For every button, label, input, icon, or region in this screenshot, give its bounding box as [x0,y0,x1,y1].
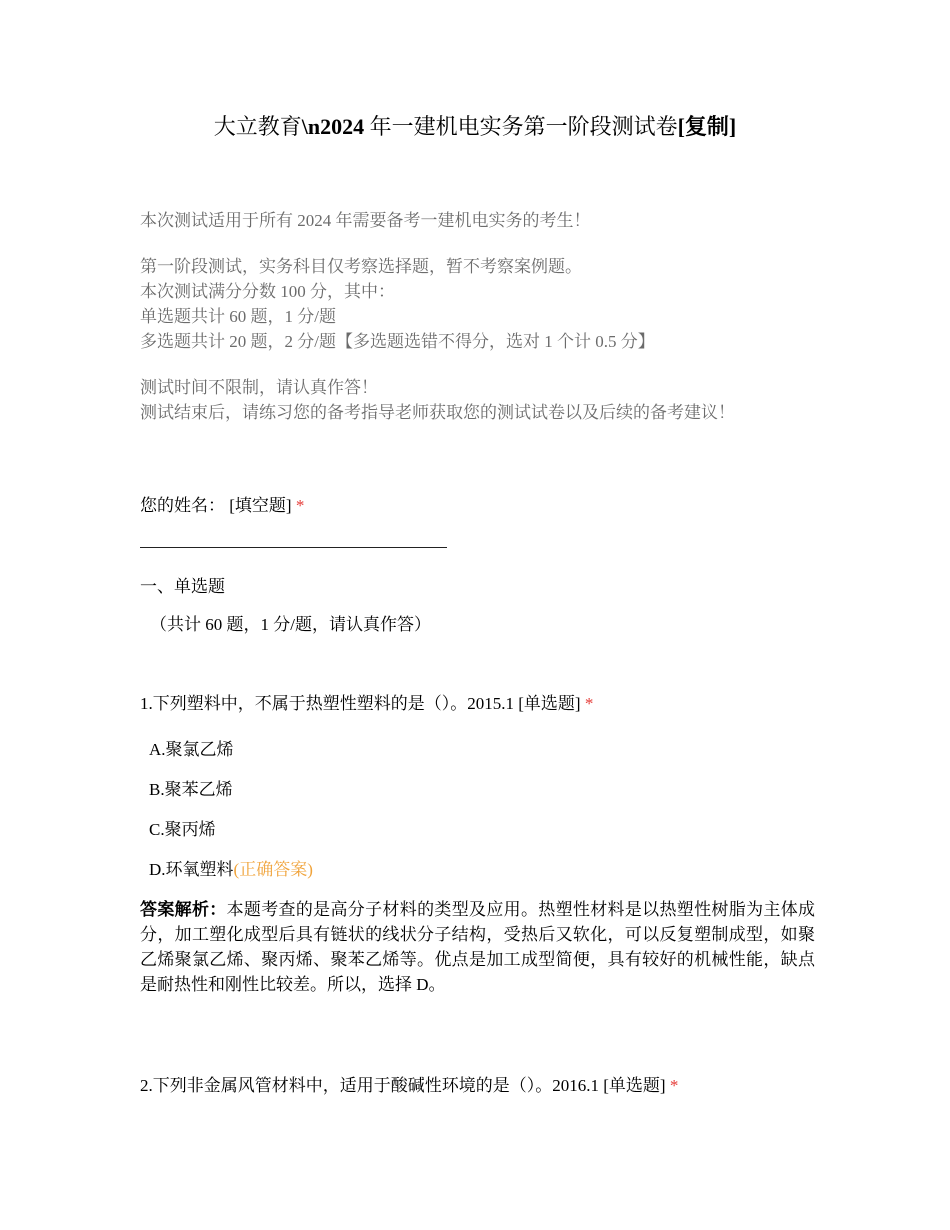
intro-line: 测试时间不限制，请认真作答！ [140,378,378,397]
q1-option-a[interactable]: A.聚氯乙烯 [149,740,234,759]
q1-option-d[interactable] [149,857,313,882]
intro-line: 第一阶段测试，实务科目仅考察选择题，暂不考察案例题。 [140,257,582,276]
analysis-label: 答案解析： [140,900,227,919]
q1-option-d-label: D.环氧塑料 [149,860,234,879]
title-middle: 年一建机电实务第一阶段测试卷 [364,114,678,139]
title-suffix: [复制] [677,114,737,139]
name-label: 您的姓名： [140,496,225,515]
required-mark: * [669,1076,679,1095]
question-1 [140,691,593,716]
intro-line: 本次测试满分分数 100 分，其中： [140,282,395,301]
analysis-text: 本题考查的是高分子材料的类型及应用。热塑性材料是以热塑性树脂为主体成分，加工塑化成型后具有链状的线状分子结构，受热后又软化，可以反复塑制成型，如聚乙烯聚氯乙烯、聚丙烯、聚苯乙烯等。优点是加工成型简便，具有较好的机械性能，缺点是耐热性和刚性比较差。所以，选择 D。 [140,900,816,994]
required-mark: * [295,496,305,515]
title-prefix: 大立教育 [213,114,302,139]
required-mark: * [584,694,594,713]
correct-answer-tag: (正确答案) [233,860,313,879]
q1-option-c[interactable]: C.聚丙烯 [149,820,216,839]
question-2 [140,1073,678,1098]
intro-description [140,208,830,425]
intro-line: 本次测试适用于所有 2024 年需要备考一建机电实务的考生！ [140,211,591,230]
section-note: （共计 60 题，1 分/题，请认真作答） [150,615,431,634]
title-code: \n2024 [301,114,365,139]
section-title: 一、单选题 [140,577,225,596]
answer-analysis [140,897,815,997]
q1-option-b[interactable]: B.聚苯乙烯 [149,780,233,799]
question-2-text: 2.下列非金属风管材料中，适用于酸碱性环境的是（）。2016.1 [单选题] [140,1076,666,1095]
name-input-line[interactable] [140,547,447,548]
question-1-text: 1.下列塑料中，不属于热塑性塑料的是（）。2015.1 [单选题] [140,694,581,713]
intro-line: 单选题共计 60 题，1 分/题 [140,307,336,326]
name-field-label [140,493,304,518]
page-title [0,112,950,142]
name-type: [填空题] [229,496,292,515]
intro-line: 多选题共计 20 题，2 分/题【多选题选错不得分，选对 1 个计 0.5 分】 [140,332,655,351]
intro-line: 测试结束后，请练习您的备考指导老师获取您的测试试卷以及后续的备考建议！ [140,403,735,422]
